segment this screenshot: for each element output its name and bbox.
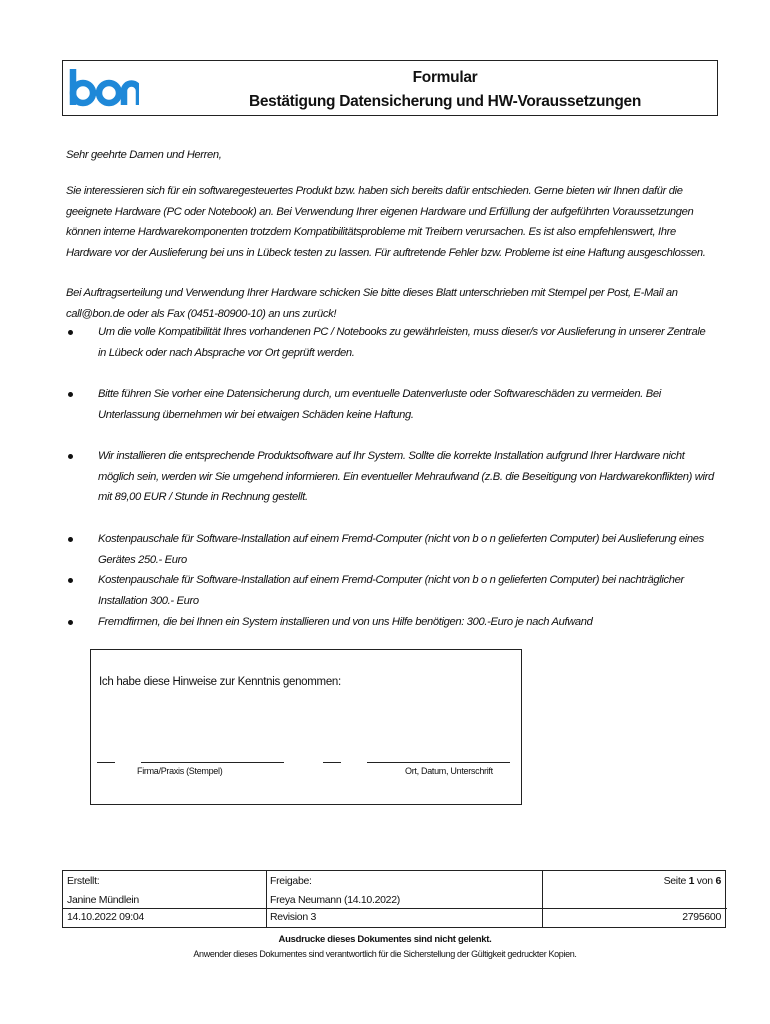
row-divider [266,908,727,909]
row-divider [63,908,266,909]
date-signature-line[interactable] [367,762,510,763]
bon-logo [67,67,139,109]
created-at: 14.10.2022 09:04 [67,911,144,923]
document-header [62,60,718,116]
document-footer [62,870,726,928]
footer-approval-column [266,871,543,927]
list-item-text: Fremdfirmen, die bei Ihnen ein System installieren und von uns Hilfe benötigen: 300.-Euro je nach Aufwand [98,616,593,628]
page-number [664,875,721,887]
responsibility-notice: Anwender dieses Dokumentes sind verantwortlich für die Sicherstellung der Gültigkeit gedruckter Kopien. [193,949,577,959]
list-item-text: Bitte führen Sie vorher eine Datensicherung durch, um eventuelle Datenverluste oder Softwareschäden zu vermeiden. Bei Unterlassung übernehmen wir bei etwaigen Schäden keine Haftung. [98,388,661,421]
approved-by: Freya Neumann (14.10.2022) [270,894,400,906]
page-prefix: Seite [663,875,686,887]
acknowledgement-box [90,649,522,805]
company-stamp-line[interactable] [141,762,284,763]
signature-line[interactable] [97,762,115,763]
acknowledgement-text: Ich habe diese Hinweise zur Kenntnis genommen: [99,676,341,688]
created-label: Erstellt: [67,875,100,887]
list-item-text: Kostenpauschale für Software-Installation auf einem Fremd-Computer (nicht von b o n gelieferten Computer) bei nachträglicher Installation 300.- Euro [98,574,684,607]
bullet-icon [68,454,73,459]
footer-created-column [63,871,267,927]
date-signature-label: Ort, Datum, Unterschrift [405,766,493,776]
list-item-text: Kostenpauschale für Software-Installation auf einem Fremd-Computer (nicht von b o n gelieferten Computer) bei Auslieferung eines Gerätes 250.- Euro [98,533,704,566]
company-stamp-label: Firma/Praxis (Stempel) [137,766,223,776]
signature-line[interactable] [323,762,341,763]
print-notice: Ausdrucke dieses Dokumentes sind nicht gelenkt. [278,934,492,945]
revision: Revision 3 [270,911,317,923]
approval-label: Freigabe: [270,875,312,887]
page-current: 1 [688,875,695,887]
bullet-icon [68,620,73,625]
bullet-icon [68,330,73,335]
instruction-paragraph: Bei Auftragserteilung und Verwendung Ihrer Hardware schicken Sie bitte dieses Blatt unterschrieben mit Stempel per Post, E-Mail an call@bon.de oder als Fax (0451-80900-10) an uns zurück! [66,287,678,320]
intro-paragraph: Sie interessieren sich für ein softwaregesteuertes Produkt bzw. haben sich bereits dafür entschieden. Gerne bieten wir Ihnen dafür die geeignete Hardware (PC oder Notebook) an. Bei Verwendung Ihrer eigenen Hardware und Erfüllung der aufgeführten Voraussetzungen können interne Hardwarekomponenten trotzdem Kompatibilitätsprobleme mit Treibern verursachen. Es ist also empfehlenswert, Ihre Hardware vor der Auslieferung bei uns in Lübeck testen zu lassen. Für auftretende Fehler bzw. Probleme ist eine Haftung ausgeschlossen. [66,185,706,259]
salutation: Sehr geehrte Damen und Herren, [66,149,222,161]
form-title: Formular [412,69,478,86]
page-of: von [696,875,713,887]
list-item-text: Um die volle Kompatibilität Ihres vorhandenen PC / Notebooks zu gewährleisten, muss dieser/s vor Auslieferung in unserer Zentrale in Lübeck oder nach Absprache vor Ort geprüft werden. [98,326,706,359]
bullet-icon [68,392,73,397]
bullet-icon [68,537,73,542]
created-by: Janine Mündlein [67,894,139,906]
list-item-text: Wir installieren die entsprechende Produktsoftware auf Ihr System. Sollte die korrekte Installation aufgrund Ihrer Hardware nicht möglich sein, werden wir Sie umgehend informieren. Ein eventueller Mehraufwand (z.B. die Beseitigung von Hardwarekonflikten) wird mit 89,00 EUR / Stunde in Rechnung gestellt. [98,450,714,503]
document-number: 2795600 [682,911,721,923]
page-total: 6 [715,875,721,887]
form-subtitle: Bestätigung Datensicherung und HW-Voraussetzungen [248,93,642,110]
bullet-icon [68,578,73,583]
